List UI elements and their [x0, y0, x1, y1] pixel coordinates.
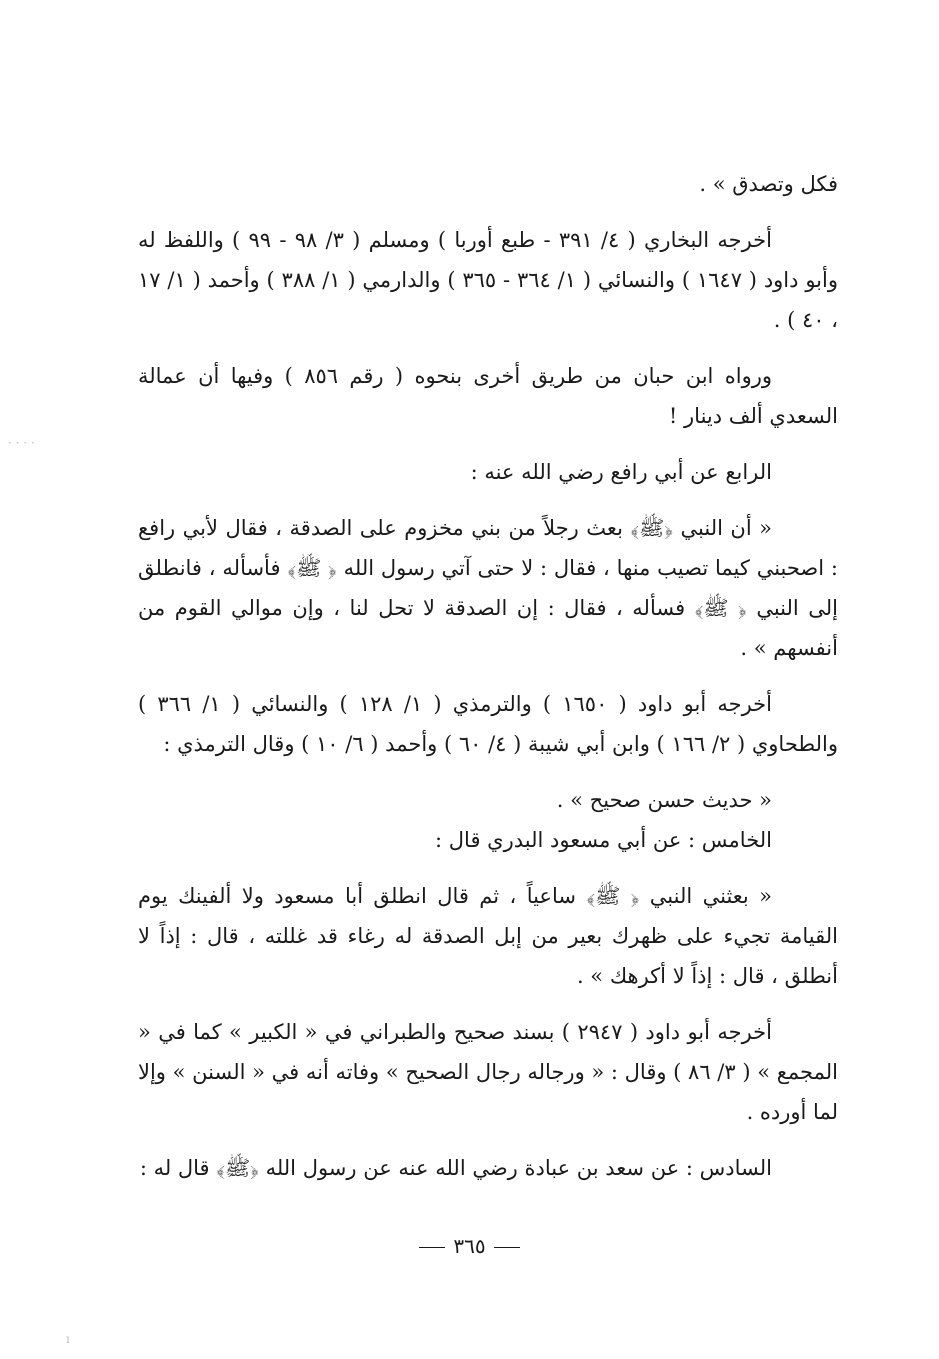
paragraph-tirmidhi-grade: « حديث حسن صحيح » .: [556, 788, 772, 812]
margin-mark: ı: [66, 1332, 70, 1346]
paragraph-takhrij-bukhari: أخرجه البخاري ( ٤/ ٣٩١ - طبع أوربا ) ومسلم ( ٣/ ٩٨ - ٩٩ ) واللفظ له وأبو داود ( ١٦٤٧ ) والنسائي ( ١/ ٣٦٤ - ٣٦٥ ) والدارمي ( ١/ ٣٨٨ ) وأحمد ( ١/ ١٧ ، ٤٠ ) .: [138, 228, 838, 332]
margin-mark: · · · ·: [8, 436, 35, 450]
page-number-dash: [419, 1247, 445, 1249]
paragraph-ibn-hibban: ورواه ابن حبان من طريق أخرى بنحوه ( رقم ٨٥٦ ) وفيها أن عمالة السعدي ألف دينار !: [138, 364, 838, 428]
paragraph-fkl: فكل وتصدق » .: [699, 172, 838, 196]
heading-fifth: الخامس : عن أبي مسعود البدري قال :: [435, 828, 772, 852]
hadith-abu-masud: « بعثني النبي ﴿ ﷺ﴾ ساعياً ، ثم قال انطلق أبا مسعود ولا ألفينك يوم القيامة تجيء على ظهرك بعير من إبل الصدقة له رغاء قد غللته ، قال : إذاً لا أنطلق ، قال : إذاً لا أكرهك » .: [138, 884, 838, 988]
page-number-dash: [494, 1247, 520, 1249]
page-body: [138, 164, 838, 1188]
page-number: [0, 1234, 939, 1258]
heading-sixth: السادس : عن سعد بن عبادة رضي الله عنه عن رسول الله ﴿ﷺ﴾ قال له :: [139, 1156, 772, 1180]
paragraph-takhrij-abu-dawud-1650: أخرجه أبو داود ( ١٦٥٠ ) والترمذي ( ١/ ١٢٨ ) والنسائي ( ١/ ٣٦٦ ) والطحاوي ( ٢/ ١٦٦ ) وابن أبي شيبة ( ٤/ ٦٠ ) وأحمد ( ٦/ ١٠ ) وقال الترمذي :: [138, 692, 838, 756]
hadith-abu-rafi: « أن النبي ﴿ﷺ﴾ بعث رجلاً من بني مخزوم على الصدقة ، فقال لأبي رافع : اصحبني كيما تصيب منها ، فقال : لا حتى آتي رسول الله ﴿ ﷺ﴾ فأسأله ، فانطلق إلى النبي ﴿ ﷺ﴾ فسأله ، فقال : إن الصدقة لا تحل لنا ، وإن موالي القوم من أنفسهم » .: [138, 516, 838, 660]
paragraph-takhrij-abu-dawud-2947: أخرجه أبو داود ( ٢٩٤٧ ) بسند صحيح والطبراني في « الكبير » كما في « المجمع » ( ٣/ ٨٦ ) وقال : « ورجاله رجال الصحيح » وفاته أنه في « السنن » وإلا لما أورده .: [138, 1020, 838, 1124]
heading-fourth: الرابع عن أبي رافع رضي الله عنه :: [470, 460, 772, 484]
page-number-value: ٣٦٥: [453, 1234, 486, 1258]
